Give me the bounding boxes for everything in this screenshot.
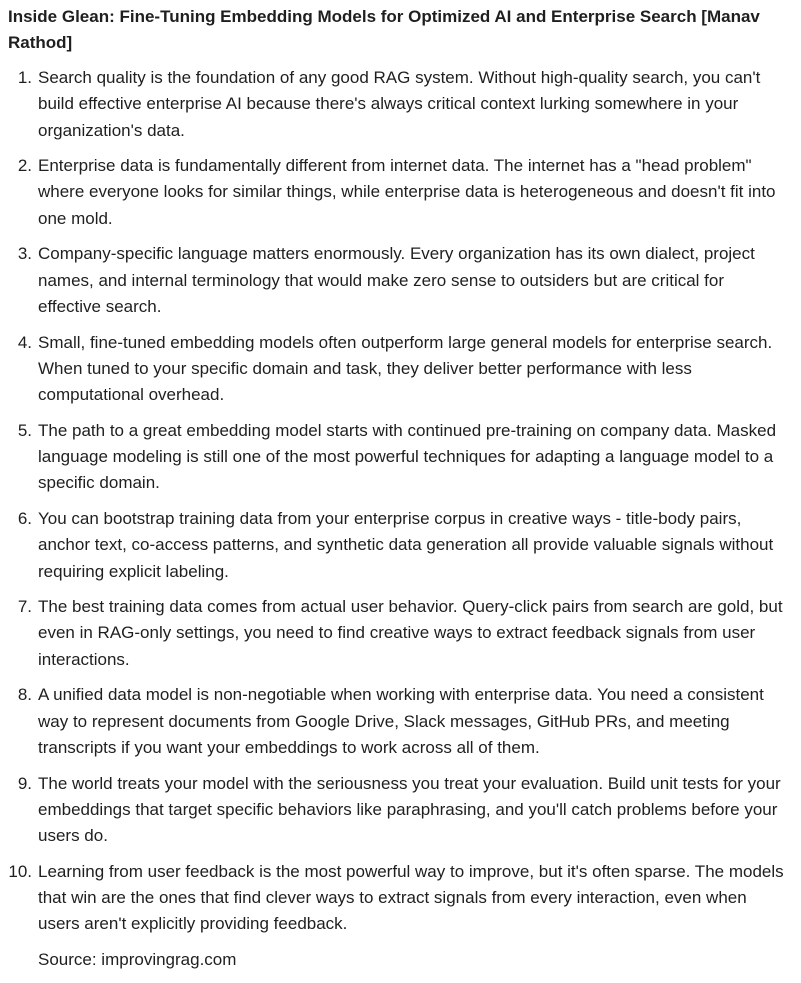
list-item-text: Learning from user feedback is the most powerful way to improve, but it's often sparse. The models that win are the ones that find clever ways to extract signals from every interaction, even when users aren't explicitly providing feedback. [38, 861, 784, 934]
list-item [8, 506, 789, 585]
list-item-number: 3. [17, 244, 32, 264]
list-item [8, 859, 789, 938]
list-item [8, 330, 789, 409]
list-item [8, 682, 789, 761]
list-item-text: The best training data comes from actual user behavior. Query-click pairs from search are gold, but even in RAG-only settings, you need to find creative ways to extract feedback signals from user interactions. [38, 597, 783, 669]
list-item-number: 1. [17, 68, 32, 87]
list-item [8, 153, 789, 232]
takeaways-list [8, 65, 789, 938]
list-item-number: 7. [17, 597, 32, 617]
list-item-number: 10. [8, 861, 32, 881]
list-item [8, 594, 789, 673]
list-item-number: 6. [17, 508, 32, 528]
list-item-number: 2. [17, 156, 32, 176]
source-line: Source: improvingrag.com [38, 949, 237, 969]
list-item [8, 241, 789, 320]
list-item [8, 771, 789, 850]
list-item-text: The path to a great embedding model starts with continued pre-training on company data. Masked language modeling is still one of the most powerful techniques for adapting a language model to a specific domain. [38, 420, 777, 493]
list-item-number: 5. [17, 420, 32, 440]
list-item [8, 65, 789, 144]
list-item-text: Enterprise data is fundamentally different from internet data. The internet has a "head problem" where everyone looks for similar things, while enterprise data is heterogeneous and doesn't fit into one mold. [38, 156, 776, 228]
list-item-number: 9. [17, 773, 32, 793]
list-item-text: Search quality is the foundation of any good RAG system. Without high-quality search, you can't build effective enterprise AI because there's always critical context lurking somewhere in your organization's data. [38, 68, 761, 140]
list-item-text: The world treats your model with the seriousness you treat your evaluation. Build unit tests for your embeddings that target specific behaviors like paraphrasing, and you'll catch problems before your users do. [38, 773, 781, 846]
list-item-text: Small, fine-tuned embedding models often outperform large general models for enterprise search. When tuned to your specific domain and task, they deliver better performance with less computational overhead. [38, 332, 773, 405]
list-item-text: A unified data model is non-negotiable when working with enterprise data. You need a consistent way to represent documents from Google Drive, Slack messages, GitHub PRs, and meeting transcripts if you want your embeddings to work across all of them. [38, 685, 764, 757]
document-title: Inside Glean: Fine-Tuning Embedding Models for Optimized AI and Enterprise Search [Manav Rathod] [8, 7, 760, 52]
list-item-text: Company-specific language matters enormously. Every organization has its own dialect, project names, and internal terminology that would make zero sense to outsiders but are critical for effective search. [38, 244, 755, 316]
list-item [8, 418, 789, 497]
list-item-text: You can bootstrap training data from your enterprise corpus in creative ways - title-body pairs, anchor text, co-access patterns, and synthetic data generation all provide valuable signals without requiring explicit labeling. [38, 508, 774, 581]
list-item-number: 4. [17, 332, 32, 352]
list-item-number: 8. [17, 685, 32, 705]
